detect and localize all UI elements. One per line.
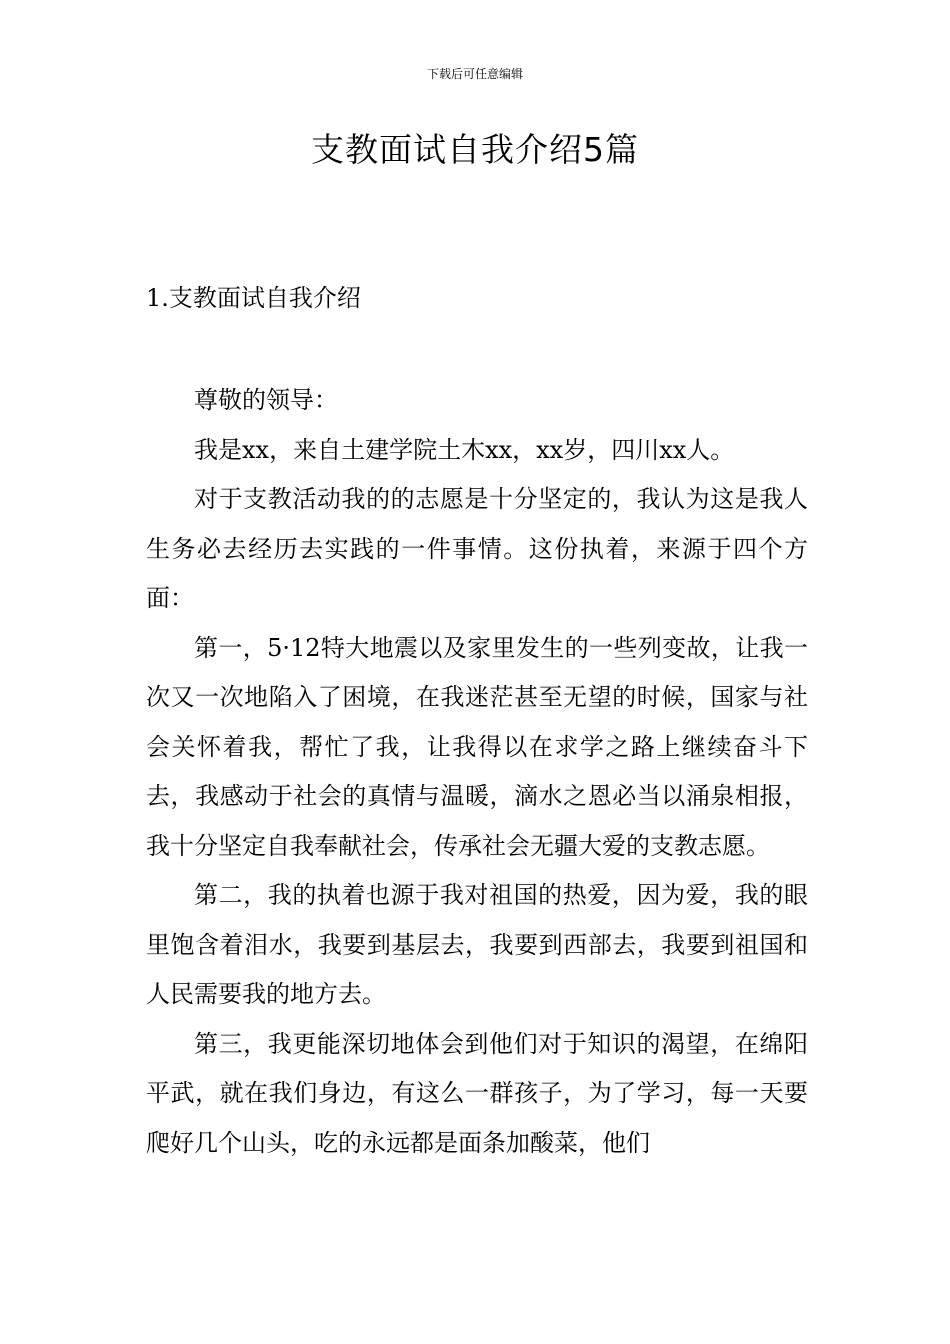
paragraph-reason-third: 第三，我更能深切地体会到他们对于知识的渴望，在绵阳平武，就在我们身边，有这么一群孩子，为了学习，每一天要爬好几个山头，吃的永远都是面条加酸菜，他们 <box>146 1029 808 1157</box>
paragraph-reason-second: 第二，我的执着也源于我对祖国的热爱，因为爱，我的眼里饱含着泪水，我要到基层去，我要到西部去，我要到祖国和人民需要我的地方去。 <box>146 881 808 1008</box>
paragraph-salutation: 尊敬的领导： <box>194 386 338 414</box>
paragraph-reason-first: 第一，5·12特大地震以及家里发生的一些列变故，让我一次又一次地陷入了困境，在我迷茫甚至无望的时候，国家与社会关怀着我，帮忙了我，让我得以在求学之路上继续奋斗下去，我感动于社会的真情与温暖，滴水之恩必当以涌泉相报，我十分坚定自我奉献社会，传承社会无疆大爱的支教志愿。 <box>146 633 808 860</box>
paragraph-motivation: 对于支教活动我的的志愿是十分坚定的，我认为这是我人生务必去经历去实践的一件事情。这份执着，来源于四个方面： <box>146 485 808 612</box>
body-text <box>146 376 808 1168</box>
document-title: 支教面试自我介绍5篇 <box>311 130 639 169</box>
section-heading: 1.支教面试自我介绍 <box>146 284 361 312</box>
header-note: 下载后可任意编辑 <box>426 67 523 81</box>
paragraph-introduction: 我是xx，来自土建学院土木xx，xx岁，四川xx人。 <box>194 435 735 464</box>
